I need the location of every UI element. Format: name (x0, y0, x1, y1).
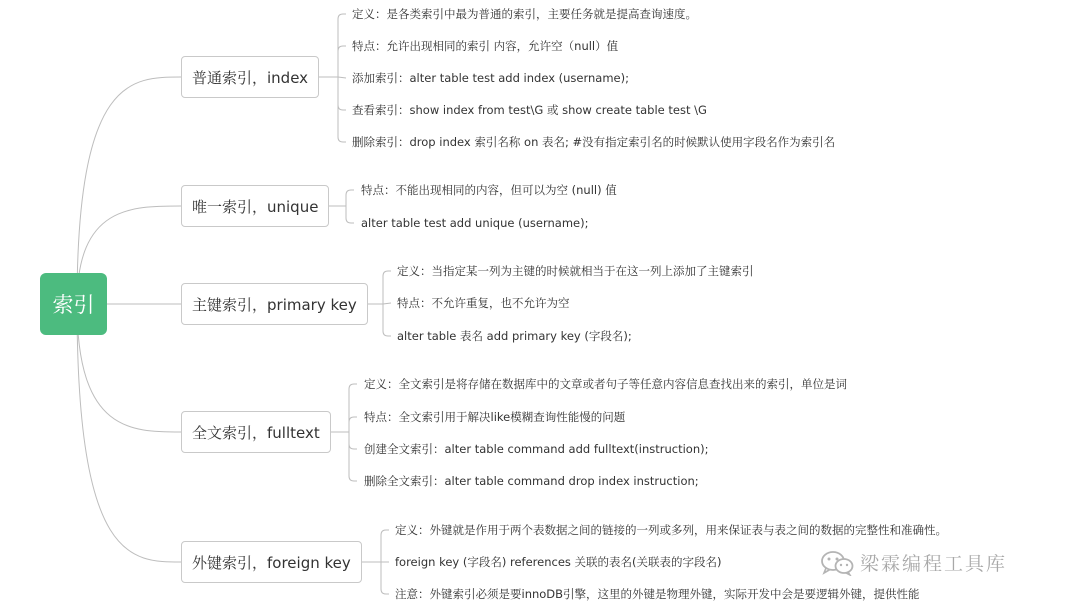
leaf-connector (346, 206, 354, 223)
branch-node-primary-key[interactable] (181, 283, 368, 325)
leaf-text: 删除全文索引：alter table command drop index instruction; (364, 474, 699, 488)
watermark (820, 549, 1007, 576)
leaf-text: 特点：允许出现相同的索引 内容，允许空（null）值 (352, 39, 619, 53)
branch-node-foreign-key[interactable] (181, 541, 362, 583)
branch-label: 主键索引，primary key (192, 295, 357, 314)
branch-node-unique[interactable] (181, 185, 329, 227)
leaf-text: 定义：外键就是作用于两个表数据之间的链接的一列或多列，用来保证表与表之间的数据的完整性和准确性。 (395, 523, 947, 537)
root-label: 索引 (52, 293, 95, 317)
branch-label: 普通索引，index (192, 68, 309, 87)
leaf-text: 添加索引：alter table test add index (username); (352, 71, 629, 85)
leaf-connector (381, 562, 389, 594)
leaf-text: foreign key (字段名) references 关联的表名(关联表的字段名) (395, 555, 722, 569)
root-node[interactable] (40, 273, 107, 335)
leaf-connector (381, 530, 389, 562)
leaf-connector (383, 304, 391, 336)
leaf-text: 查看索引：show index from test\G 或 show create table test \G (352, 103, 707, 117)
leaf-text: 注意：外键索引必须是要innoDB引擎，这里的外键是物理外键，实际开发中会是要逻辑外键，提供性能 (395, 587, 920, 601)
watermark-text: 梁霖编程工具库 (860, 553, 1008, 575)
branch-node-fulltext[interactable] (181, 411, 331, 453)
leaf-connector (349, 417, 357, 432)
leaf-text: 特点：不能出现相同的内容，但可以为空 (null) 值 (361, 183, 617, 197)
root-branch-connector (77, 304, 181, 562)
leaf-connector (338, 46, 346, 77)
leaf-connector (383, 303, 391, 304)
leaf-connector (338, 77, 346, 78)
wechat-icon (820, 550, 854, 576)
leaf-text: 特点：不允许重复，也不允许为空 (397, 296, 570, 310)
leaf-text: 定义：当指定某一列为主键的时候就相当于在这一列上添加了主键索引 (397, 264, 754, 278)
leaf-connector (338, 77, 346, 110)
leaf-text: alter table 表名 add primary key (字段名); (397, 329, 632, 343)
leaf-connector (349, 384, 357, 432)
branch-label: 外键索引，foreign key (192, 553, 351, 572)
leaf-text: 删除索引：drop index 索引名称 on 表名; #没有指定索引名的时候默认使用字段名作为索引名 (352, 135, 836, 149)
leaf-connector (349, 432, 357, 481)
branch-label: 唯一索引，unique (192, 197, 319, 216)
root-branch-connector (77, 77, 181, 304)
branch-node-index[interactable] (181, 56, 319, 98)
leaf-connector (346, 190, 354, 206)
leaf-connector (349, 432, 357, 449)
leaf-text: 创建全文索引：alter table command add fulltext(instruction); (364, 442, 709, 456)
leaf-text: 特点：全文索引用于解决like模糊查询性能慢的问题 (364, 410, 626, 424)
leaf-text: alter table test add unique (username); (361, 216, 589, 230)
leaf-text: 定义：全文索引是将存储在数据库中的文章或者句子等任意内容信息查找出来的索引，单位是词 (364, 377, 847, 391)
leaf-text: 定义：是各类索引中最为普通的索引，主要任务就是提高查询速度。 (352, 7, 697, 21)
leaf-connector (383, 271, 391, 304)
branch-label: 全文索引，fulltext (192, 423, 320, 442)
